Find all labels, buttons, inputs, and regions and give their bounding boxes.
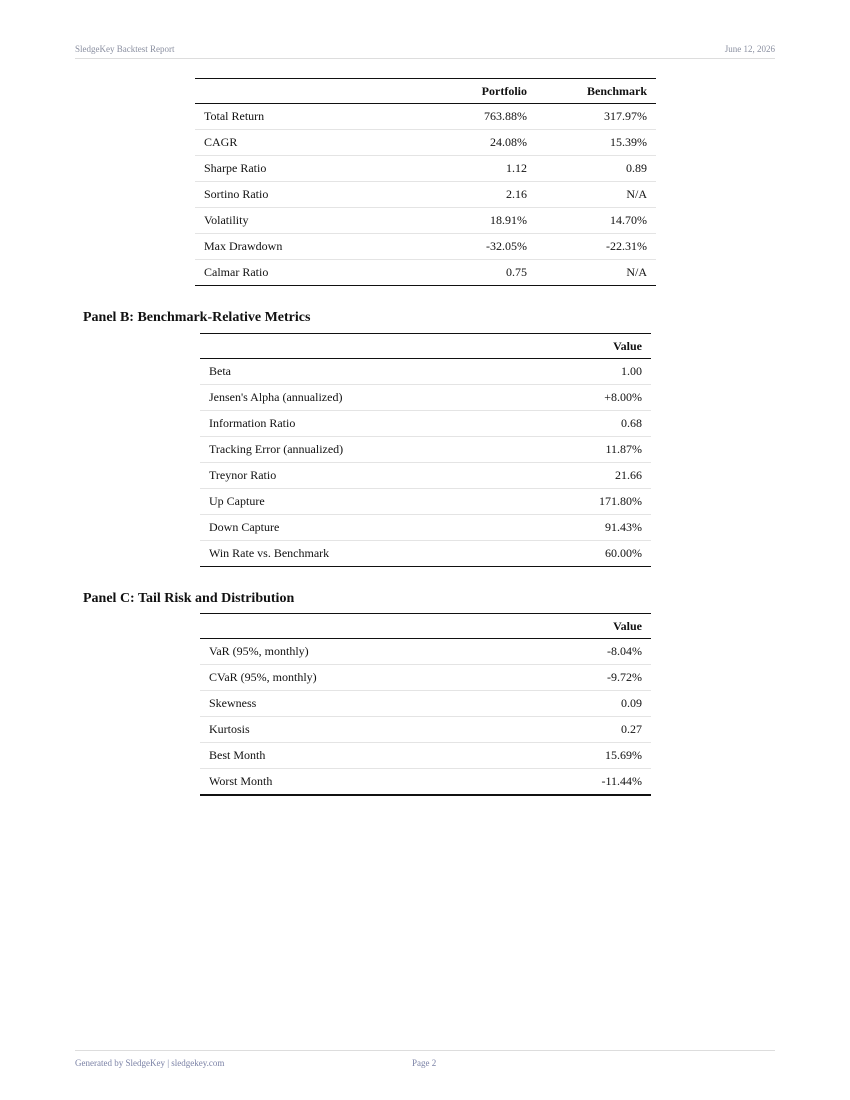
panel-b-title: Panel B: Benchmark-Relative Metrics	[83, 310, 311, 325]
table-row	[195, 130, 656, 156]
table-row	[200, 743, 651, 769]
metric-label: Treynor Ratio	[200, 463, 530, 489]
metric-label: CVaR (95%, monthly)	[200, 665, 530, 691]
metric-label: Jensen's Alpha (annualized)	[200, 385, 530, 411]
portfolio-value: 0.75	[422, 260, 536, 286]
benchmark-value: -22.31%	[536, 234, 656, 260]
metric-label: Best Month	[200, 743, 530, 769]
performance-metrics-table	[195, 78, 656, 286]
portfolio-value: 24.08%	[422, 130, 536, 156]
metric-label: Kurtosis	[200, 717, 530, 743]
table-row	[195, 156, 656, 182]
metric-value: 60.00%	[530, 541, 651, 567]
metric-value: 171.80%	[530, 489, 651, 515]
metric-label: Up Capture	[200, 489, 530, 515]
metric-value: 0.68	[530, 411, 651, 437]
benchmark-relative-table	[200, 333, 651, 567]
metric-value: 0.27	[530, 717, 651, 743]
table-row	[200, 515, 651, 541]
table-row	[195, 182, 656, 208]
column-header-value: Value	[530, 334, 651, 359]
page-footer	[75, 1050, 775, 1071]
benchmark-value: 0.89	[536, 156, 656, 182]
table-row	[200, 385, 651, 411]
table-header-row	[195, 79, 656, 104]
table-row	[195, 208, 656, 234]
table-row	[195, 104, 656, 130]
metric-value: 1.00	[621, 364, 642, 378]
metric-value: 15.69%	[530, 743, 651, 769]
column-header-benchmark: Benchmark	[536, 79, 656, 104]
metric-label: Beta	[209, 364, 231, 378]
benchmark-value: 15.39%	[536, 130, 656, 156]
table-row	[200, 489, 651, 515]
metric-value: -9.72%	[530, 665, 651, 691]
page-number: Page 2	[412, 1058, 437, 1068]
benchmark-value: N/A	[536, 260, 656, 286]
metric-value: -8.04%	[607, 644, 642, 658]
table-row	[200, 411, 651, 437]
column-header-portfolio: Portfolio	[422, 79, 536, 104]
panel-c-title: Panel C: Tail Risk and Distribution	[83, 591, 295, 606]
metric-value: 0.09	[530, 691, 651, 717]
metric-label: Tracking Error (annualized)	[200, 437, 530, 463]
table-row	[200, 359, 651, 385]
metric-label: Volatility	[195, 208, 422, 234]
metric-label: VaR (95%, monthly)	[209, 644, 309, 658]
table-header-row	[200, 334, 651, 359]
metric-label: Sharpe Ratio	[195, 156, 422, 182]
table-row	[200, 769, 651, 796]
page-header	[75, 42, 775, 59]
portfolio-value: -32.05%	[422, 234, 536, 260]
metric-label: Sortino Ratio	[195, 182, 422, 208]
metric-value: 11.87%	[530, 437, 651, 463]
table-row	[200, 639, 651, 665]
portfolio-value: 2.16	[422, 182, 536, 208]
report-date: June 12, 2026	[724, 44, 775, 54]
metric-label: Down Capture	[200, 515, 530, 541]
table-row	[200, 717, 651, 743]
table-row	[200, 463, 651, 489]
table-row	[200, 691, 651, 717]
tail-risk-table	[200, 613, 651, 796]
table-header-row	[200, 614, 651, 639]
metric-value: 91.43%	[530, 515, 651, 541]
table-row	[200, 665, 651, 691]
table-row	[195, 234, 656, 260]
column-header-metric	[195, 79, 422, 104]
metric-label: Worst Month	[200, 769, 530, 796]
benchmark-value: N/A	[536, 182, 656, 208]
metric-label: CAGR	[195, 130, 422, 156]
metric-label: Information Ratio	[200, 411, 530, 437]
table-row	[200, 541, 651, 567]
footer-generated-text: Generated by SledgeKey | sledgekey.com	[75, 1058, 225, 1068]
table-row	[200, 437, 651, 463]
portfolio-value: 18.91%	[422, 208, 536, 234]
metric-label: Skewness	[200, 691, 530, 717]
benchmark-value: 14.70%	[536, 208, 656, 234]
metric-label: Win Rate vs. Benchmark	[200, 541, 530, 567]
benchmark-value: 317.97%	[604, 109, 647, 123]
metric-label: Total Return	[204, 109, 265, 123]
portfolio-value: 763.88%	[484, 109, 527, 123]
report-title: SledgeKey Backtest Report	[75, 44, 175, 54]
table-row	[195, 260, 656, 286]
column-header-value: Value	[530, 614, 651, 639]
metric-value: 21.66	[530, 463, 651, 489]
metric-value: -11.44%	[530, 769, 651, 796]
metric-label: Max Drawdown	[195, 234, 422, 260]
column-header-metric	[200, 334, 530, 359]
portfolio-value: 1.12	[422, 156, 536, 182]
column-header-metric	[200, 614, 530, 639]
metric-value: +8.00%	[530, 385, 651, 411]
metric-label: Calmar Ratio	[195, 260, 422, 286]
